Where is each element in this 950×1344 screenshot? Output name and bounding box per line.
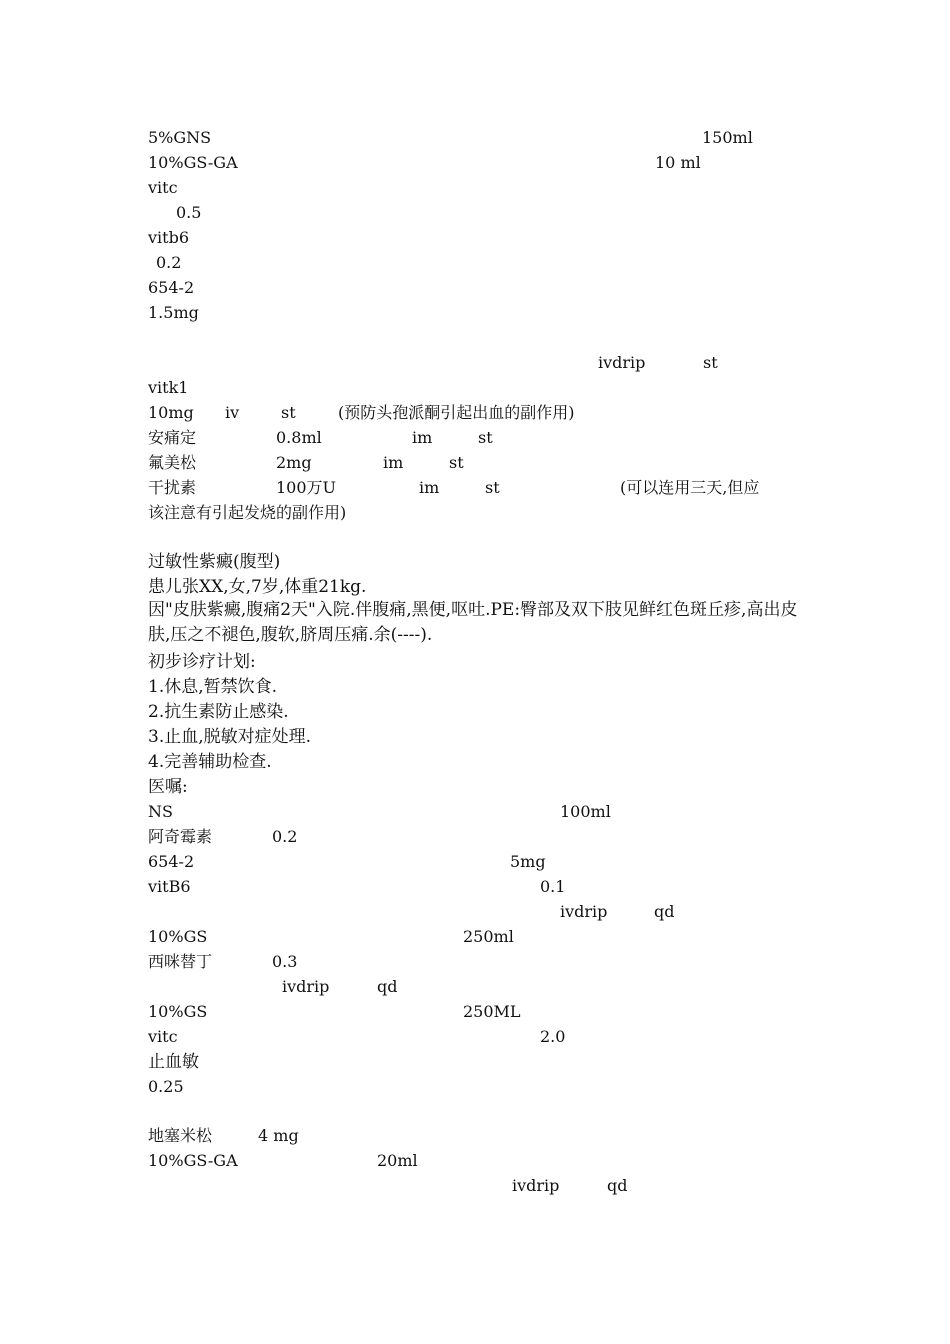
dose: 4 mg <box>258 1126 299 1145</box>
drug-name: 654-2 <box>148 278 195 297</box>
order-line <box>148 1002 521 1022</box>
dose: 0.1 <box>540 877 566 896</box>
note: (预防头孢派酮引起出血的副作用) <box>338 403 575 422</box>
frequency: st <box>281 403 296 422</box>
dose: 0.8ml <box>276 428 322 447</box>
order-line <box>148 1151 418 1171</box>
order-line <box>148 303 199 323</box>
orders-title: 医嘱: <box>148 777 188 797</box>
route: iv <box>225 403 240 422</box>
route: ivdrip <box>512 1176 560 1195</box>
plan-title: 初步诊疗计划: <box>148 652 256 672</box>
patient-info <box>148 577 367 597</box>
order-line <box>148 1052 199 1072</box>
dose: 250ml <box>463 927 514 946</box>
dose: 2mg <box>276 453 312 472</box>
order-line <box>148 827 298 847</box>
plan-item <box>148 677 278 697</box>
frequency: qd <box>377 977 398 996</box>
route: im <box>383 453 404 472</box>
order-line <box>148 1176 628 1196</box>
drug-name: 10%GS <box>148 1002 208 1021</box>
drug-name: 10%GS <box>148 927 208 946</box>
order-line <box>148 228 190 248</box>
drug-name: vitb6 <box>148 228 190 247</box>
drug-name: vitB6 <box>148 877 191 896</box>
dose: 100ml <box>560 802 611 821</box>
order-line <box>148 278 195 298</box>
note: (可以连用三天,但应 <box>620 478 760 497</box>
drug-name: 5%GNS <box>148 128 212 147</box>
frequency: qd <box>654 902 675 921</box>
drug-name: 阿奇霉素 <box>148 827 213 846</box>
orders-heading <box>148 777 188 797</box>
dose: 0.25 <box>148 1077 184 1096</box>
drug-name: vitc <box>148 1027 178 1046</box>
frequency: qd <box>607 1176 628 1195</box>
drug-name: vitk1 <box>148 378 189 397</box>
route: ivdrip <box>282 977 330 996</box>
order-line <box>148 153 701 173</box>
drug-name: 安痛定 <box>148 428 197 447</box>
note: 该注意有引起发烧的副作用) <box>148 503 347 522</box>
order-line <box>148 1126 299 1146</box>
dose: 10mg <box>148 403 194 422</box>
dose: 250ML <box>463 1002 521 1021</box>
plan-item-text: 2.抗生素防止感染. <box>148 702 289 722</box>
plan-item <box>148 727 312 747</box>
frequency: st <box>703 353 718 372</box>
order-line <box>148 927 514 947</box>
plan-item-text: 4.完善辅助检查. <box>148 752 272 772</box>
dose: 20ml <box>377 1151 418 1170</box>
dose: 2.0 <box>540 1027 566 1046</box>
route: ivdrip <box>598 353 646 372</box>
drug-name: 西咪替丁 <box>148 952 213 971</box>
drug-name: 干扰素 <box>148 478 197 497</box>
order-line <box>148 128 753 148</box>
plan-item <box>148 752 272 772</box>
plan-item-text: 3.止血,脱敏对症处理. <box>148 727 312 747</box>
dose: 5mg <box>510 852 546 871</box>
section-heading <box>148 552 281 572</box>
drug-name: 氟美松 <box>148 453 197 472</box>
frequency: st <box>485 478 500 497</box>
order-line <box>148 428 493 448</box>
order-line <box>148 253 182 273</box>
dose: 0.5 <box>176 203 202 222</box>
drug-name: 止血敏 <box>148 1052 199 1072</box>
diagnosis-title: 过敏性紫癜(腹型) <box>148 552 281 572</box>
order-line <box>148 453 464 473</box>
order-line <box>148 902 675 922</box>
order-line <box>148 977 398 997</box>
order-line <box>148 852 546 872</box>
frequency: st <box>449 453 464 472</box>
drug-name: NS <box>148 802 173 821</box>
route: ivdrip <box>560 902 608 921</box>
frequency: st <box>478 428 493 447</box>
route: im <box>412 428 433 447</box>
dose: 0.2 <box>156 253 182 272</box>
order-line <box>148 403 575 423</box>
plan-item <box>148 702 289 722</box>
dose: 150ml <box>702 128 753 147</box>
drug-name: 10%GS-GA <box>148 153 238 172</box>
drug-name: 654-2 <box>148 852 195 871</box>
dose: 0.3 <box>272 952 298 971</box>
drug-name: 地塞米松 <box>148 1126 213 1145</box>
dose: 1.5mg <box>148 303 199 322</box>
drug-name: vitc <box>148 178 178 197</box>
dose: 100万U <box>276 478 337 497</box>
order-line <box>148 877 566 897</box>
order-line <box>148 378 189 398</box>
order-line <box>148 802 611 822</box>
history-paragraph: 因"皮肤紫癜,腹痛2天"入院.伴腹痛,黑便,呕吐.PE:臀部及双下肢见鲜红色斑丘疹,高出皮肤,压之不褪色,腹软,脐周压痛.余(----). <box>148 600 798 645</box>
patient-info-text: 患儿张XX,女,7岁,体重21kg. <box>148 577 367 597</box>
order-line <box>148 952 298 972</box>
dose: 10 ml <box>655 153 701 172</box>
order-line <box>148 203 202 223</box>
order-line <box>148 178 178 198</box>
route: im <box>419 478 440 497</box>
order-line <box>148 1027 566 1047</box>
plan-item-text: 1.休息,暂禁饮食. <box>148 677 278 697</box>
order-line <box>148 503 347 523</box>
order-line <box>148 478 760 498</box>
order-line <box>148 353 718 373</box>
plan-heading <box>148 652 256 672</box>
drug-name: 10%GS-GA <box>148 1151 238 1170</box>
order-line <box>148 1077 184 1097</box>
dose: 0.2 <box>272 827 298 846</box>
